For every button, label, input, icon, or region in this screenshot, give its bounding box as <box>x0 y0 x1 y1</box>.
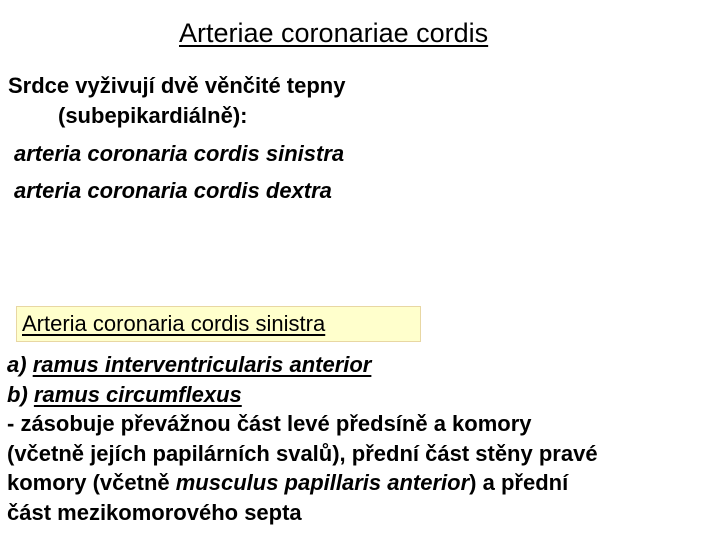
supply-line-3-part2: ) a přední <box>469 470 569 495</box>
artery-dextra-term: arteria coronaria cordis dextra <box>14 178 332 203</box>
supply-line-2: (včetně jejích papilárních svalů), přední část stěny pravé <box>7 440 598 466</box>
supply-line-3-italic: musculus papillaris anterior <box>175 470 470 495</box>
supply-line-1: - zásobuje převážnou část levé předsíně a komory <box>7 411 532 436</box>
branch-b-prefix: b) <box>7 381 34 407</box>
branch-a-text: ramus interventricularis anterior <box>32 352 372 377</box>
highlight-box-label: Arteria coronaria cordis sinistra <box>22 311 326 336</box>
supply-line-3 <box>7 468 717 498</box>
supply-line-4: část mezikomorového septa <box>7 499 302 525</box>
intro-text <box>8 71 345 131</box>
branch-b-text: ramus circumflexus <box>33 381 242 407</box>
branch-b <box>7 380 717 410</box>
branch-a-prefix: a) <box>7 352 33 377</box>
supply-line-3-part1: komory (včetně <box>7 470 176 495</box>
intro-line-1: Srdce vyživují dvě věnčité tepny <box>8 73 346 98</box>
highlight-box <box>16 306 421 342</box>
intro-line-2: (subepikardiálně): <box>58 103 248 128</box>
artery-sinistra-term: arteria coronaria cordis sinistra <box>14 141 345 166</box>
branch-details <box>7 350 717 527</box>
branch-a <box>7 350 717 380</box>
slide-title: Arteriae coronariae cordis <box>179 18 489 48</box>
